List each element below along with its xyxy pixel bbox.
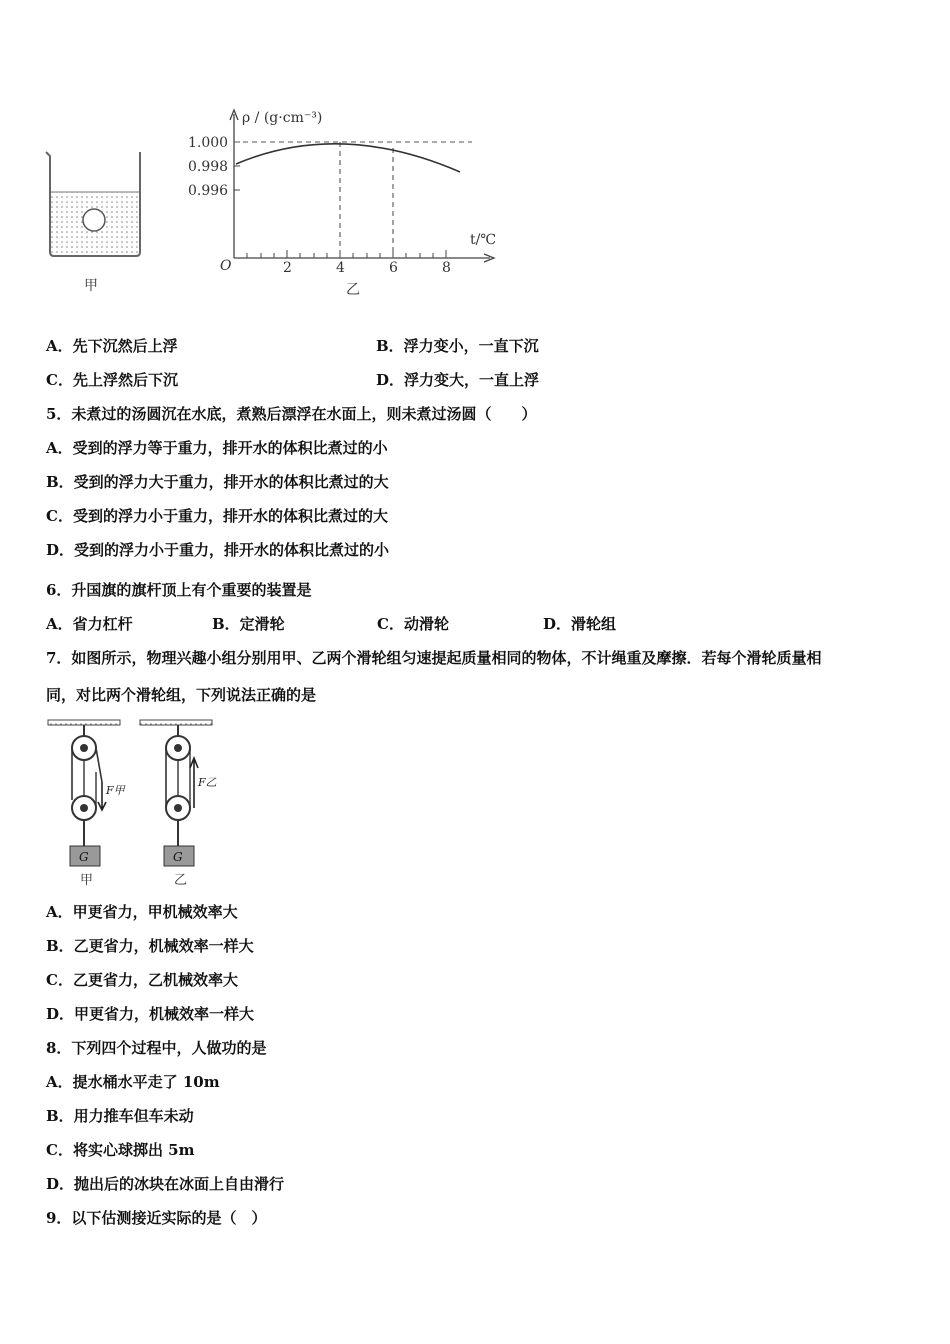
q5-option-b[interactable]: B．受到的浮力大于重力，排开水的体积比煮过的大 bbox=[46, 473, 389, 491]
graph-caption: 乙 bbox=[346, 282, 360, 298]
q6-option-a[interactable]: A．省力杠杆 bbox=[46, 615, 133, 633]
beaker-caption: 甲 bbox=[84, 278, 98, 294]
pulley-system-yi bbox=[140, 720, 212, 866]
q5-option-c[interactable]: C．受到的浮力小于重力，排开水的体积比煮过的大 bbox=[46, 507, 388, 525]
q4-option-c[interactable]: C．先上浮然后下沉 bbox=[46, 371, 178, 389]
q5-option-d[interactable]: D．受到的浮力小于重力，排开水的体积比煮过的小 bbox=[46, 541, 390, 559]
q7-pulley-figure bbox=[44, 712, 234, 890]
force-label-yi: F乙 bbox=[198, 776, 217, 789]
x-tick-8: 8 bbox=[442, 260, 451, 276]
weight-label-jia: G bbox=[79, 850, 89, 864]
beaker-drawing bbox=[46, 152, 140, 256]
y-axis-label: ρ / (g·cm⁻³) bbox=[242, 110, 323, 126]
q5-option-a[interactable]: A．受到的浮力等于重力，排开水的体积比煮过的小 bbox=[46, 439, 388, 457]
x-axis-label: t/℃ bbox=[470, 232, 497, 248]
q8-option-a[interactable]: A．提水桶水平走了 10m bbox=[46, 1073, 220, 1091]
y-tick-0996: 0.996 bbox=[188, 183, 229, 199]
q8-option-d[interactable]: D．抛出后的冰块在冰面上自由滑行 bbox=[46, 1175, 285, 1193]
q6-option-b[interactable]: B．定滑轮 bbox=[212, 615, 285, 633]
q4-option-a[interactable]: A．先下沉然后上浮 bbox=[46, 337, 178, 355]
y-tick-1000: 1.000 bbox=[188, 135, 229, 151]
caption-yi: 乙 bbox=[174, 873, 188, 888]
q7-stem-line1: 7．如图所示，物理兴趣小组分别用甲、乙两个滑轮组匀速提起质量相同的物体，不计绳重及摩擦．若每个滑轮质量相 bbox=[46, 649, 822, 667]
q7-option-b[interactable]: B．乙更省力，机械效率一样大 bbox=[46, 937, 254, 955]
caption-jia: 甲 bbox=[80, 873, 94, 888]
q7-option-c[interactable]: C．乙更省力，乙机械效率大 bbox=[46, 971, 238, 989]
q8-stem: 8．下列四个过程中，人做功的是 bbox=[46, 1039, 267, 1057]
q4-option-b[interactable]: B．浮力变小，一直下沉 bbox=[376, 337, 539, 355]
x-tick-6: 6 bbox=[389, 260, 398, 276]
q6-stem: 6．升国旗的旗杆顶上有个重要的装置是 bbox=[46, 581, 312, 599]
dumpling-ball bbox=[83, 209, 105, 231]
q4-option-d[interactable]: D．浮力变大，一直上浮 bbox=[376, 371, 540, 389]
q5-stem: 5．未煮过的汤圆沉在水底，煮熟后漂浮在水面上，则未煮过汤圆（ ） bbox=[46, 405, 537, 423]
q7-stem-line2: 同，对比两个滑轮组，下列说法正确的是 bbox=[46, 686, 317, 704]
force-arrow-yi bbox=[190, 758, 198, 808]
y-tick-0998: 0.998 bbox=[188, 159, 229, 175]
q7-option-a[interactable]: A．甲更省力，甲机械效率大 bbox=[46, 903, 238, 921]
q6-option-d[interactable]: D．滑轮组 bbox=[543, 615, 617, 633]
x-tick-4: 4 bbox=[336, 260, 345, 276]
q6-option-c[interactable]: C．动滑轮 bbox=[377, 615, 449, 633]
q7-option-d[interactable]: D．甲更省力，机械效率一样大 bbox=[46, 1005, 255, 1023]
x-tick-2: 2 bbox=[283, 260, 292, 276]
density-graph bbox=[230, 110, 497, 262]
weight-label-yi: G bbox=[173, 850, 183, 864]
force-label-jia: F甲 bbox=[106, 784, 125, 797]
q8-option-b[interactable]: B．用力推车但车未动 bbox=[46, 1107, 194, 1125]
force-arrow-jia bbox=[98, 782, 106, 810]
q9-stem: 9．以下估测接近实际的是（ ） bbox=[46, 1209, 267, 1227]
q4-figure bbox=[40, 100, 560, 300]
q8-option-c[interactable]: C．将实心球掷出 5m bbox=[46, 1141, 195, 1159]
origin-label: O bbox=[220, 258, 232, 274]
density-curve bbox=[236, 144, 460, 172]
